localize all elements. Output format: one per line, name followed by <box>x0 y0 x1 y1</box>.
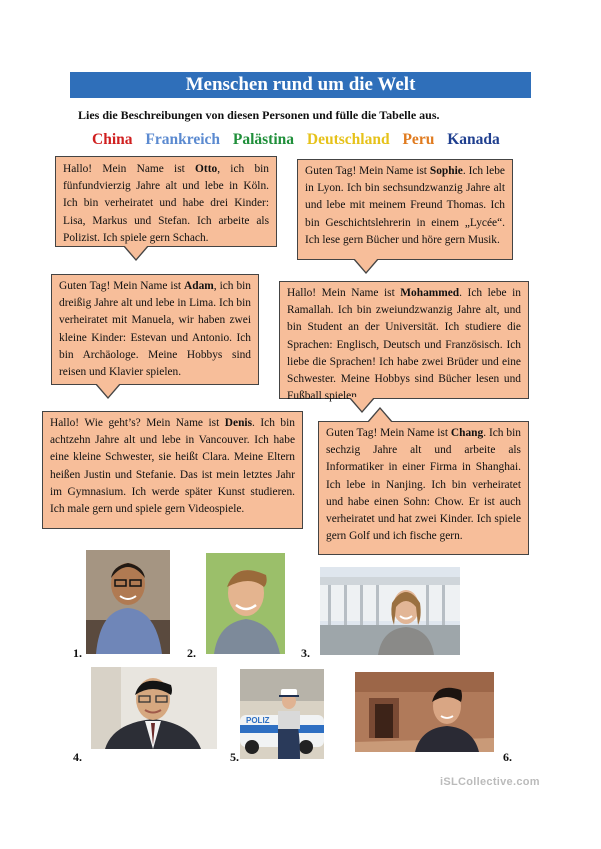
country-peru: Peru <box>402 131 435 148</box>
country-china: China <box>92 131 133 148</box>
photo-number-6: 6. <box>503 750 512 764</box>
person-photo-graphic <box>240 669 324 759</box>
country-deutschland: Deutschland <box>306 131 390 148</box>
bubble-tail <box>367 407 393 422</box>
photo-4 <box>91 667 217 749</box>
bubble-tail <box>95 384 121 399</box>
person-photo-graphic <box>86 550 170 654</box>
country-palaestina: Palästina <box>232 131 295 148</box>
police-car-text: POLIZ <box>246 716 270 725</box>
photo-number-3: 3. <box>301 646 310 660</box>
person-photo-graphic <box>320 567 460 655</box>
person-name: Sophie <box>429 165 463 177</box>
bubble-denis: Hallo! Wie geht’s? Mein Name ist Denis. Ich bin achtzehn Jahre alt und lebe in Vancouver. Ich habe eine kleine Schwester, sie heißt Clara. Meine Eltern heißen Justin und Stefanie. Das ist mein letztes Jahr im Gymnasium. Ich werde später Kunst studieren. Ich male gern und spiele gern Videospiele. <box>42 411 303 529</box>
bubble-sophie: Guten Tag! Mein Name ist Sophie. Ich lebe in Lyon. Ich bin sechsundzwanzig Jahre alt und lebe mit meinem Freund Thomas. Ich bin Geschichtslehrerin in einem „Lycée“. Ich lese gern Bücher und höre gern Musik. <box>297 159 513 260</box>
person-photo-graphic <box>206 553 285 654</box>
bubble-otto: Hallo! Mein Name ist Otto, ich bin fünfundvierzig Jahre alt und lebe in Köln. Ich bin verheiratet und habe drei Kinder: Lisa, Markus und Stefan. Ich arbeite als Polizist. Ich spiele gern Schach. <box>55 156 277 247</box>
photo-number-5: 5. <box>230 750 239 764</box>
bubble-adam: Guten Tag! Mein Name ist Adam, ich bin dreißig Jahre alt und lebe in Lima. Ich bin verheiratet mit Manuela, wir haben zwei kleine Kinder: Estevan und Antonio. Ich bin Archäologe. Meine Hobbys sind reisen und Klavier spielen. <box>51 274 259 385</box>
photo-number-2: 2. <box>187 646 196 660</box>
person-name: Adam <box>184 280 214 292</box>
country-frankreich: Frankreich <box>145 131 220 148</box>
photo-3 <box>320 567 460 655</box>
page-title: Menschen rund um die Welt <box>70 72 531 98</box>
photo-number-1: 1. <box>73 646 82 660</box>
person-name: Mohammed <box>400 287 460 299</box>
person-photo-graphic <box>355 672 494 752</box>
country-list <box>92 131 509 149</box>
person-name: Otto <box>195 163 218 175</box>
bubble-mohammed: Hallo! Mein Name ist Mohammed. Ich lebe in Ramallah. Ich bin zweiundzwanzig Jahre alt, und bin Student an der Universität. Ich studiere die Sprachen: Englisch, Deutsch und Französisch. Ich liebe die Sprachen! Ich habe zwei Brüder und eine Schwester. Meine Hobbys sind Bücher lesen und Fußball spielen. <box>279 281 529 399</box>
person-photo-graphic <box>91 667 217 749</box>
photo-1 <box>86 550 170 654</box>
photo-5 <box>240 669 324 759</box>
bubble-tail <box>123 246 149 261</box>
person-name: Chang <box>450 427 484 439</box>
photo-2 <box>206 553 285 654</box>
instruction-text: Lies die Beschreibungen von diesen Personen und fülle die Tabelle aus. <box>78 108 440 122</box>
country-kanada: Kanada <box>447 131 500 148</box>
photo-6 <box>355 672 494 752</box>
bubble-tail <box>353 259 379 274</box>
photo-number-4: 4. <box>73 750 82 764</box>
person-name: Denis <box>224 417 252 429</box>
bubble-chang: Guten Tag! Mein Name ist Chang. Ich bin sechzig Jahre alt und arbeite als Informatiker in einer Firma in Shanghai. Ich lebe in Nanjing. Ich bin verheiratet und habe einen Sohn: Chow. Er ist auch verheiratet und hat zwei Kinder. Ich spiele gern Golf und ich fische gern. <box>318 421 529 555</box>
footer-watermark: iSLCollective.com <box>440 776 540 788</box>
